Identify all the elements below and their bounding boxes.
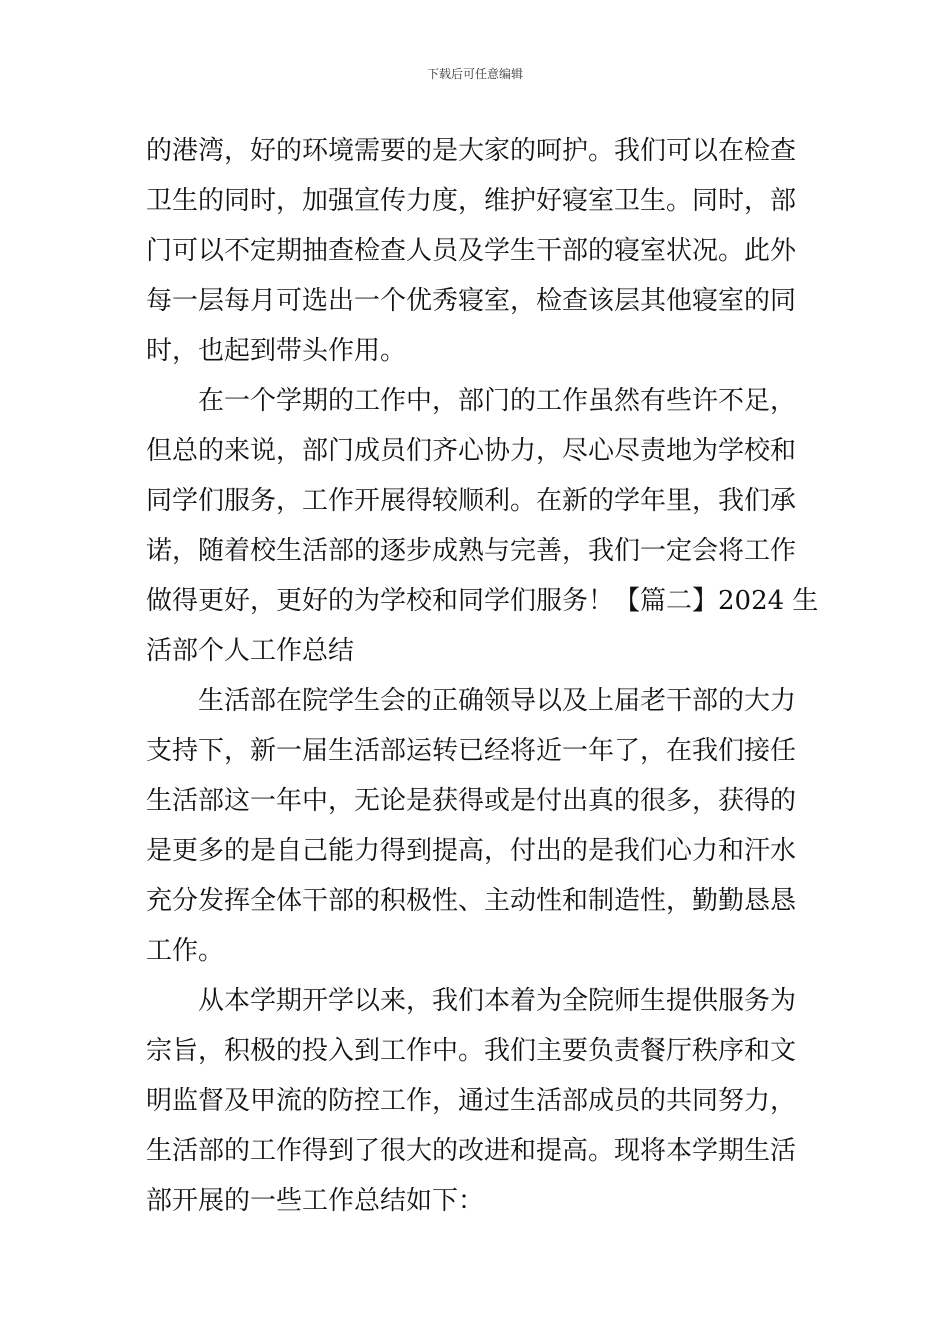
paragraph-first-line: 在一个学期的工作中，部门的工作虽然有些许不足， [198, 386, 797, 416]
section-title-line: 活部个人工作总结 [146, 636, 355, 666]
text-line: 同学们服务，工作开展得较顺利。在新的学年里，我们承 [146, 486, 797, 516]
text-line: 工作。 [146, 936, 225, 966]
text-line: 每一层每月可选出一个优秀寝室，检查该层其他寝室的同 [146, 286, 797, 316]
text-line: 但总的来说，部门成员们齐心协力，尽心尽责地为学校和 [146, 436, 797, 466]
text-line: 支持下，新一届生活部运转已经将近一年了，在我们接任 [146, 736, 797, 766]
text-line: 生活部的工作得到了很大的改进和提高。现将本学期生活 [146, 1136, 797, 1166]
paragraph-first-line: 从本学期开学以来，我们本着为全院师生提供服务为 [198, 986, 797, 1016]
text-line: 部开展的一些工作总结如下： [146, 1186, 485, 1216]
text-line: 明监督及甲流的防控工作，通过生活部成员的共同努力， [146, 1086, 797, 1116]
header-note: 下载后可任意编辑 [426, 67, 523, 81]
document-body [146, 126, 819, 1226]
text-line: 宗旨，积极的投入到工作中。我们主要负责餐厅秩序和文 [146, 1036, 797, 1066]
text-line: 诺，随着校生活部的逐步成熟与完善，我们一定会将工作 [146, 536, 797, 566]
paragraph-first-line: 生活部在院学生会的正确领导以及上届老干部的大力 [198, 686, 797, 716]
text-line: 时，也起到带头作用。 [146, 336, 407, 366]
text-line: 卫生的同时，加强宣传力度，维护好寝室卫生。同时，部 [146, 186, 797, 216]
text-line: 生活部这一年中，无论是获得或是付出真的很多，获得的 [146, 786, 797, 816]
text-line: 是更多的是自己能力得到提高，付出的是我们心力和汗水 [146, 836, 797, 866]
text-line: 充分发挥全体干部的积极性、主动性和制造性，勤勤恳恳 [146, 886, 797, 916]
text-line: 做得更好，更好的为学校和同学们服务！【篇二】2024 生 [146, 586, 819, 616]
text-line: 门可以不定期抽查检查人员及学生干部的寝室状况。此外 [146, 236, 797, 266]
text-line: 的港湾，好的环境需要的是大家的呵护。我们可以在检查 [146, 136, 797, 166]
